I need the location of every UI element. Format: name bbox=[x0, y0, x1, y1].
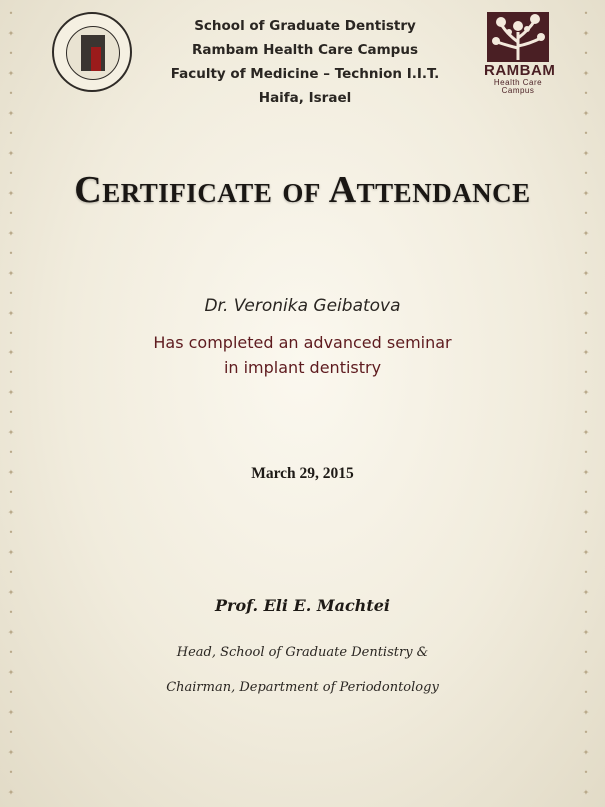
border-ornament-icon: • bbox=[8, 168, 14, 178]
border-ornament-icon: ✦ bbox=[7, 588, 15, 598]
rambam-logo-subtitle-2: Campus bbox=[501, 86, 535, 95]
border-ornament-icon: • bbox=[583, 448, 589, 458]
border-ornament-icon: • bbox=[583, 528, 589, 538]
border-ornament-icon: • bbox=[583, 727, 589, 737]
border-ornament-icon: ✦ bbox=[582, 388, 590, 398]
border-ornament-icon: ✦ bbox=[582, 508, 590, 518]
border-ornament-icon: ✦ bbox=[7, 108, 15, 118]
border-ornament-icon: ✦ bbox=[7, 388, 15, 398]
border-ornament-icon: ✦ bbox=[7, 68, 15, 78]
border-ornament-icon: • bbox=[583, 248, 589, 258]
border-ornament-icon: ✦ bbox=[7, 787, 15, 797]
border-ornament-icon: • bbox=[8, 767, 14, 777]
border-ornament-icon: • bbox=[583, 568, 589, 578]
signatory-role-line-2: Chairman, Department of Periodontology bbox=[166, 680, 439, 695]
border-ornament-icon: ✦ bbox=[582, 108, 590, 118]
border-ornament-icon: • bbox=[583, 208, 589, 218]
border-ornament-icon: ✦ bbox=[7, 308, 15, 318]
border-ornament-icon: • bbox=[583, 288, 589, 298]
border-ornament-icon: ✦ bbox=[582, 468, 590, 478]
border-ornament-icon: ✦ bbox=[7, 268, 15, 278]
border-ornament-icon: ✦ bbox=[582, 667, 590, 677]
border-ornament-icon: • bbox=[8, 448, 14, 458]
border-ornament-icon: ✦ bbox=[582, 228, 590, 238]
border-ornament-icon: • bbox=[583, 767, 589, 777]
border-ornament-icon: ✦ bbox=[582, 28, 590, 38]
border-ornament-icon: • bbox=[8, 488, 14, 498]
border-ornament-icon: • bbox=[8, 9, 14, 18]
recipient-name: Dr. Veronika Geibatova bbox=[204, 296, 401, 316]
border-ornament-icon: • bbox=[8, 687, 14, 697]
border-ornament-icon: ✦ bbox=[582, 268, 590, 278]
completion-line-2: in implant dentistry bbox=[223, 358, 382, 377]
border-ornament-icon: • bbox=[8, 568, 14, 578]
border-ornament-icon: ✦ bbox=[582, 68, 590, 78]
border-ornament-icon: • bbox=[8, 528, 14, 538]
border-ornament-icon: ✦ bbox=[7, 468, 15, 478]
border-ornament-icon: ✦ bbox=[7, 628, 15, 638]
institution-line-school: School of Graduate Dentistry bbox=[194, 18, 416, 34]
border-ornament-icon: • bbox=[8, 88, 14, 98]
border-ornament-icon: ✦ bbox=[582, 428, 590, 438]
signatory-name: Prof. Eli E. Machtei bbox=[215, 596, 390, 615]
border-ornament-icon: • bbox=[583, 128, 589, 138]
border-ornament-icon: ✦ bbox=[582, 548, 590, 558]
certificate-title: Certificate of Attendance bbox=[74, 169, 531, 211]
border-ornament-icon: • bbox=[8, 608, 14, 618]
border-ornament-icon: • bbox=[583, 648, 589, 657]
border-ornament-icon: • bbox=[583, 608, 589, 618]
rambam-logo bbox=[484, 12, 556, 95]
border-ornament-icon: ✦ bbox=[582, 747, 590, 757]
border-ornament-icon: ✦ bbox=[7, 188, 15, 198]
border-ornament-icon: ✦ bbox=[7, 428, 15, 438]
border-ornament-icon: • bbox=[8, 128, 14, 138]
completion-line-1: Has completed an advanced seminar bbox=[153, 333, 452, 352]
border-ornament-icon: • bbox=[583, 408, 589, 418]
certificate-date: March 29, 2015 bbox=[251, 465, 354, 482]
border-ornament-icon: • bbox=[8, 727, 14, 737]
border-ornament-icon: • bbox=[583, 9, 589, 18]
faculty-of-medicine-seal-icon bbox=[52, 12, 132, 92]
right-ornament-border bbox=[581, 10, 591, 797]
border-ornament-icon: • bbox=[583, 368, 589, 378]
border-ornament-icon: • bbox=[583, 168, 589, 178]
border-ornament-icon: ✦ bbox=[7, 747, 15, 757]
border-ornament-icon: • bbox=[8, 408, 14, 418]
rambam-logo-name: RAMBAM bbox=[484, 62, 556, 79]
border-ornament-icon: ✦ bbox=[582, 588, 590, 598]
border-ornament-icon: ✦ bbox=[7, 707, 15, 717]
border-ornament-icon: • bbox=[8, 248, 14, 258]
border-ornament-icon: ✦ bbox=[582, 628, 590, 638]
rambam-logo-subtitle-1: Health Care bbox=[493, 78, 543, 87]
border-ornament-icon: ✦ bbox=[582, 308, 590, 318]
border-ornament-icon: • bbox=[583, 88, 589, 98]
border-ornament-icon: ✦ bbox=[7, 548, 15, 558]
institution-header bbox=[150, 14, 460, 110]
border-ornament-icon: • bbox=[583, 687, 589, 697]
border-ornament-icon: • bbox=[8, 648, 14, 657]
border-ornament-icon: ✦ bbox=[582, 787, 590, 797]
rambam-tree-icon bbox=[487, 12, 549, 62]
border-ornament-icon: • bbox=[8, 328, 14, 338]
border-ornament-icon: • bbox=[8, 208, 14, 218]
border-ornament-icon: ✦ bbox=[7, 28, 15, 38]
completion-statement bbox=[0, 330, 605, 380]
left-ornament-border bbox=[6, 10, 16, 797]
border-ornament-icon: ✦ bbox=[7, 348, 15, 358]
border-ornament-icon: ✦ bbox=[582, 348, 590, 358]
institution-line-location: Haifa, Israel bbox=[258, 90, 352, 106]
border-ornament-icon: • bbox=[8, 368, 14, 378]
border-ornament-icon: • bbox=[583, 328, 589, 338]
border-ornament-icon: • bbox=[8, 48, 14, 58]
border-ornament-icon: ✦ bbox=[582, 707, 590, 717]
border-ornament-icon: • bbox=[583, 488, 589, 498]
border-ornament-icon: ✦ bbox=[7, 228, 15, 238]
institution-line-campus: Rambam Health Care Campus bbox=[192, 42, 418, 58]
border-ornament-icon: • bbox=[8, 288, 14, 298]
border-ornament-icon: ✦ bbox=[582, 148, 590, 158]
border-ornament-icon: ✦ bbox=[7, 148, 15, 158]
border-ornament-icon: ✦ bbox=[7, 508, 15, 518]
border-ornament-icon: ✦ bbox=[582, 188, 590, 198]
border-ornament-icon: ✦ bbox=[7, 667, 15, 677]
signatory-role-line-1: Head, School of Graduate Dentistry & bbox=[176, 645, 429, 660]
border-ornament-icon: • bbox=[583, 48, 589, 58]
institution-line-faculty: Faculty of Medicine – Technion I.I.T. bbox=[170, 66, 440, 82]
